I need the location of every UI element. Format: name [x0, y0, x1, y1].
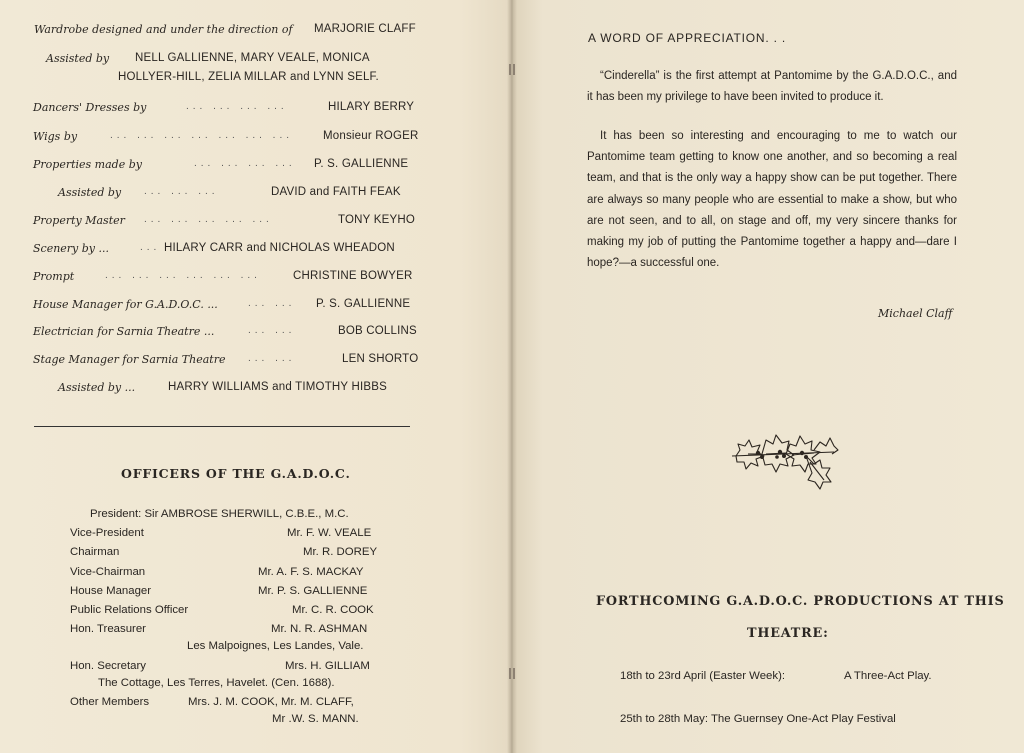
forthcoming-item1-date: 18th to 23rd April (Easter Week): — [620, 670, 786, 682]
officer-role: Public Relations Officer — [70, 604, 189, 616]
credit-label: House Manager for G.A.D.O.C. ... — [33, 298, 218, 311]
officer-name: Mr. C. R. COOK — [292, 604, 374, 616]
credit-label: Property Master — [33, 214, 125, 227]
credit-name: HILARY CARR and NICHOLAS WHEADON — [164, 242, 395, 254]
page-fold — [507, 0, 517, 753]
credit-label: Dancers' Dresses by — [33, 101, 147, 114]
officer-role: House Manager — [70, 585, 152, 597]
credit-leader-dots: ... ... — [248, 298, 296, 309]
credit-leader-dots: ... ... ... ... ... ... ... — [110, 130, 294, 141]
credit-leader-dots: ... ... ... — [144, 186, 219, 197]
appreciation-paragraph-2: It has been so interesting and encouraging to me to watch our Pantomime team getting to know one another, and so becoming a real team, and that is the only way a happy show can be put together. There are always so many people who are essential to make a show, but who are not seen, and to all, on stage and off, my very sincere thanks for making my job of putting the Pantomime together a happy and—dare I hope?—a successful one. — [587, 130, 957, 270]
officer-name: Mr. A. F. S. MACKAY — [258, 566, 364, 578]
credit-label: Electrician for Sarnia Theatre ... — [33, 325, 215, 338]
credit-label: Prompt — [33, 270, 75, 283]
wardrobe-assisted-label: Assisted by — [46, 52, 110, 65]
other-members-line2: Mr .W. S. MANN. — [272, 713, 359, 725]
credit-name: DAVID and FAITH FEAK — [271, 186, 401, 198]
officer-name: Mrs. H. GILLIAM — [285, 660, 370, 672]
credit-name: TONY KEYHO — [338, 214, 415, 226]
officer-role: Chairman — [70, 546, 120, 558]
wardrobe-name: MARJORIE CLAFF — [314, 23, 416, 35]
officer-role: Other Members — [70, 696, 150, 708]
credit-leader-dots: ... ... ... ... — [194, 158, 296, 169]
officer-role: Hon. Secretary — [70, 660, 146, 672]
wardrobe-assistants-line1: NELL GALLIENNE, MARY VEALE, MONICA — [135, 52, 370, 64]
officer-role: Vice-President — [70, 527, 144, 539]
staple — [509, 64, 515, 75]
credit-name: Monsieur ROGER — [323, 130, 419, 142]
appreciation-heading: A WORD OF APPRECIATION. . . — [588, 31, 787, 45]
credit-name: HILARY BERRY — [328, 101, 415, 113]
officers-heading: OFFICERS OF THE G.A.D.O.C. — [121, 466, 351, 481]
wardrobe-label: Wardrobe designed and under the direction of — [34, 23, 293, 36]
appreciation-signature: Michael Claff — [878, 307, 953, 320]
credit-leader-dots: ... ... — [248, 353, 296, 364]
credit-label: Scenery by ... — [33, 242, 110, 255]
secretary-address: The Cottage, Les Terres, Havelet. (Cen. 1688). — [98, 677, 335, 689]
wardrobe-assistants-line2: HOLLYER-HILL, ZELIA MILLAR and LYNN SELF. — [118, 71, 379, 83]
credit-name: LEN SHORTO — [342, 353, 419, 365]
credit-leader-dots: ... ... — [248, 325, 296, 336]
credit-label: Assisted by ... — [58, 381, 136, 394]
section-divider — [34, 426, 410, 427]
credit-leader-dots: ... ... ... ... ... — [144, 214, 273, 225]
treasurer-address: Les Malpoignes, Les Landes, Vale. — [187, 640, 364, 652]
credit-label: Wigs by — [33, 130, 78, 143]
forthcoming-heading-line2: THEATRE: — [747, 626, 829, 641]
credit-leader-dots: ... ... ... ... ... ... — [105, 270, 261, 281]
officer-name: Mr. P. S. GALLIENNE — [258, 585, 368, 597]
officers-president: President: Sir AMBROSE SHERWILL, C.B.E., M.C. — [90, 508, 349, 520]
officer-role: Vice-Chairman — [70, 566, 146, 578]
officer-name: Mrs. J. M. COOK, Mr. M. CLAFF, — [188, 696, 354, 708]
credit-leader-dots: ... ... ... ... — [186, 101, 288, 112]
right-page — [512, 0, 1024, 753]
credit-leader-dots: ... — [140, 242, 161, 253]
credit-name: HARRY WILLIAMS and TIMOTHY HIBBS — [168, 381, 388, 393]
staple — [509, 668, 515, 679]
credit-name: BOB COLLINS — [338, 325, 417, 337]
appreciation-paragraph-1: “Cinderella” is the first attempt at Pantomime by the G.A.D.O.C., and it has been my privilege to have been invited to produce it. — [587, 70, 957, 104]
officer-role: Hon. Treasurer — [70, 623, 146, 635]
credit-name: P. S. GALLIENNE — [314, 158, 409, 170]
credit-name: CHRISTINE BOWYER — [293, 270, 413, 282]
holly-sprig-icon — [730, 420, 840, 490]
credit-label: Properties made by — [33, 158, 142, 171]
credit-label: Assisted by — [58, 186, 122, 199]
officer-name: Mr. F. W. VEALE — [287, 527, 372, 539]
forthcoming-heading-line1: FORTHCOMING G.A.D.O.C. PRODUCTIONS AT THIS — [596, 594, 1005, 609]
forthcoming-item1-title: A Three-Act Play. — [844, 670, 932, 682]
officer-name: Mr. N. R. ASHMAN — [271, 623, 368, 635]
credit-name: P. S. GALLIENNE — [316, 298, 411, 310]
forthcoming-item2: 25th to 28th May: The Guernsey One-Act Play Festival — [620, 713, 896, 725]
credit-label: Stage Manager for Sarnia Theatre — [33, 353, 226, 366]
officer-name: Mr. R. DOREY — [303, 546, 378, 558]
